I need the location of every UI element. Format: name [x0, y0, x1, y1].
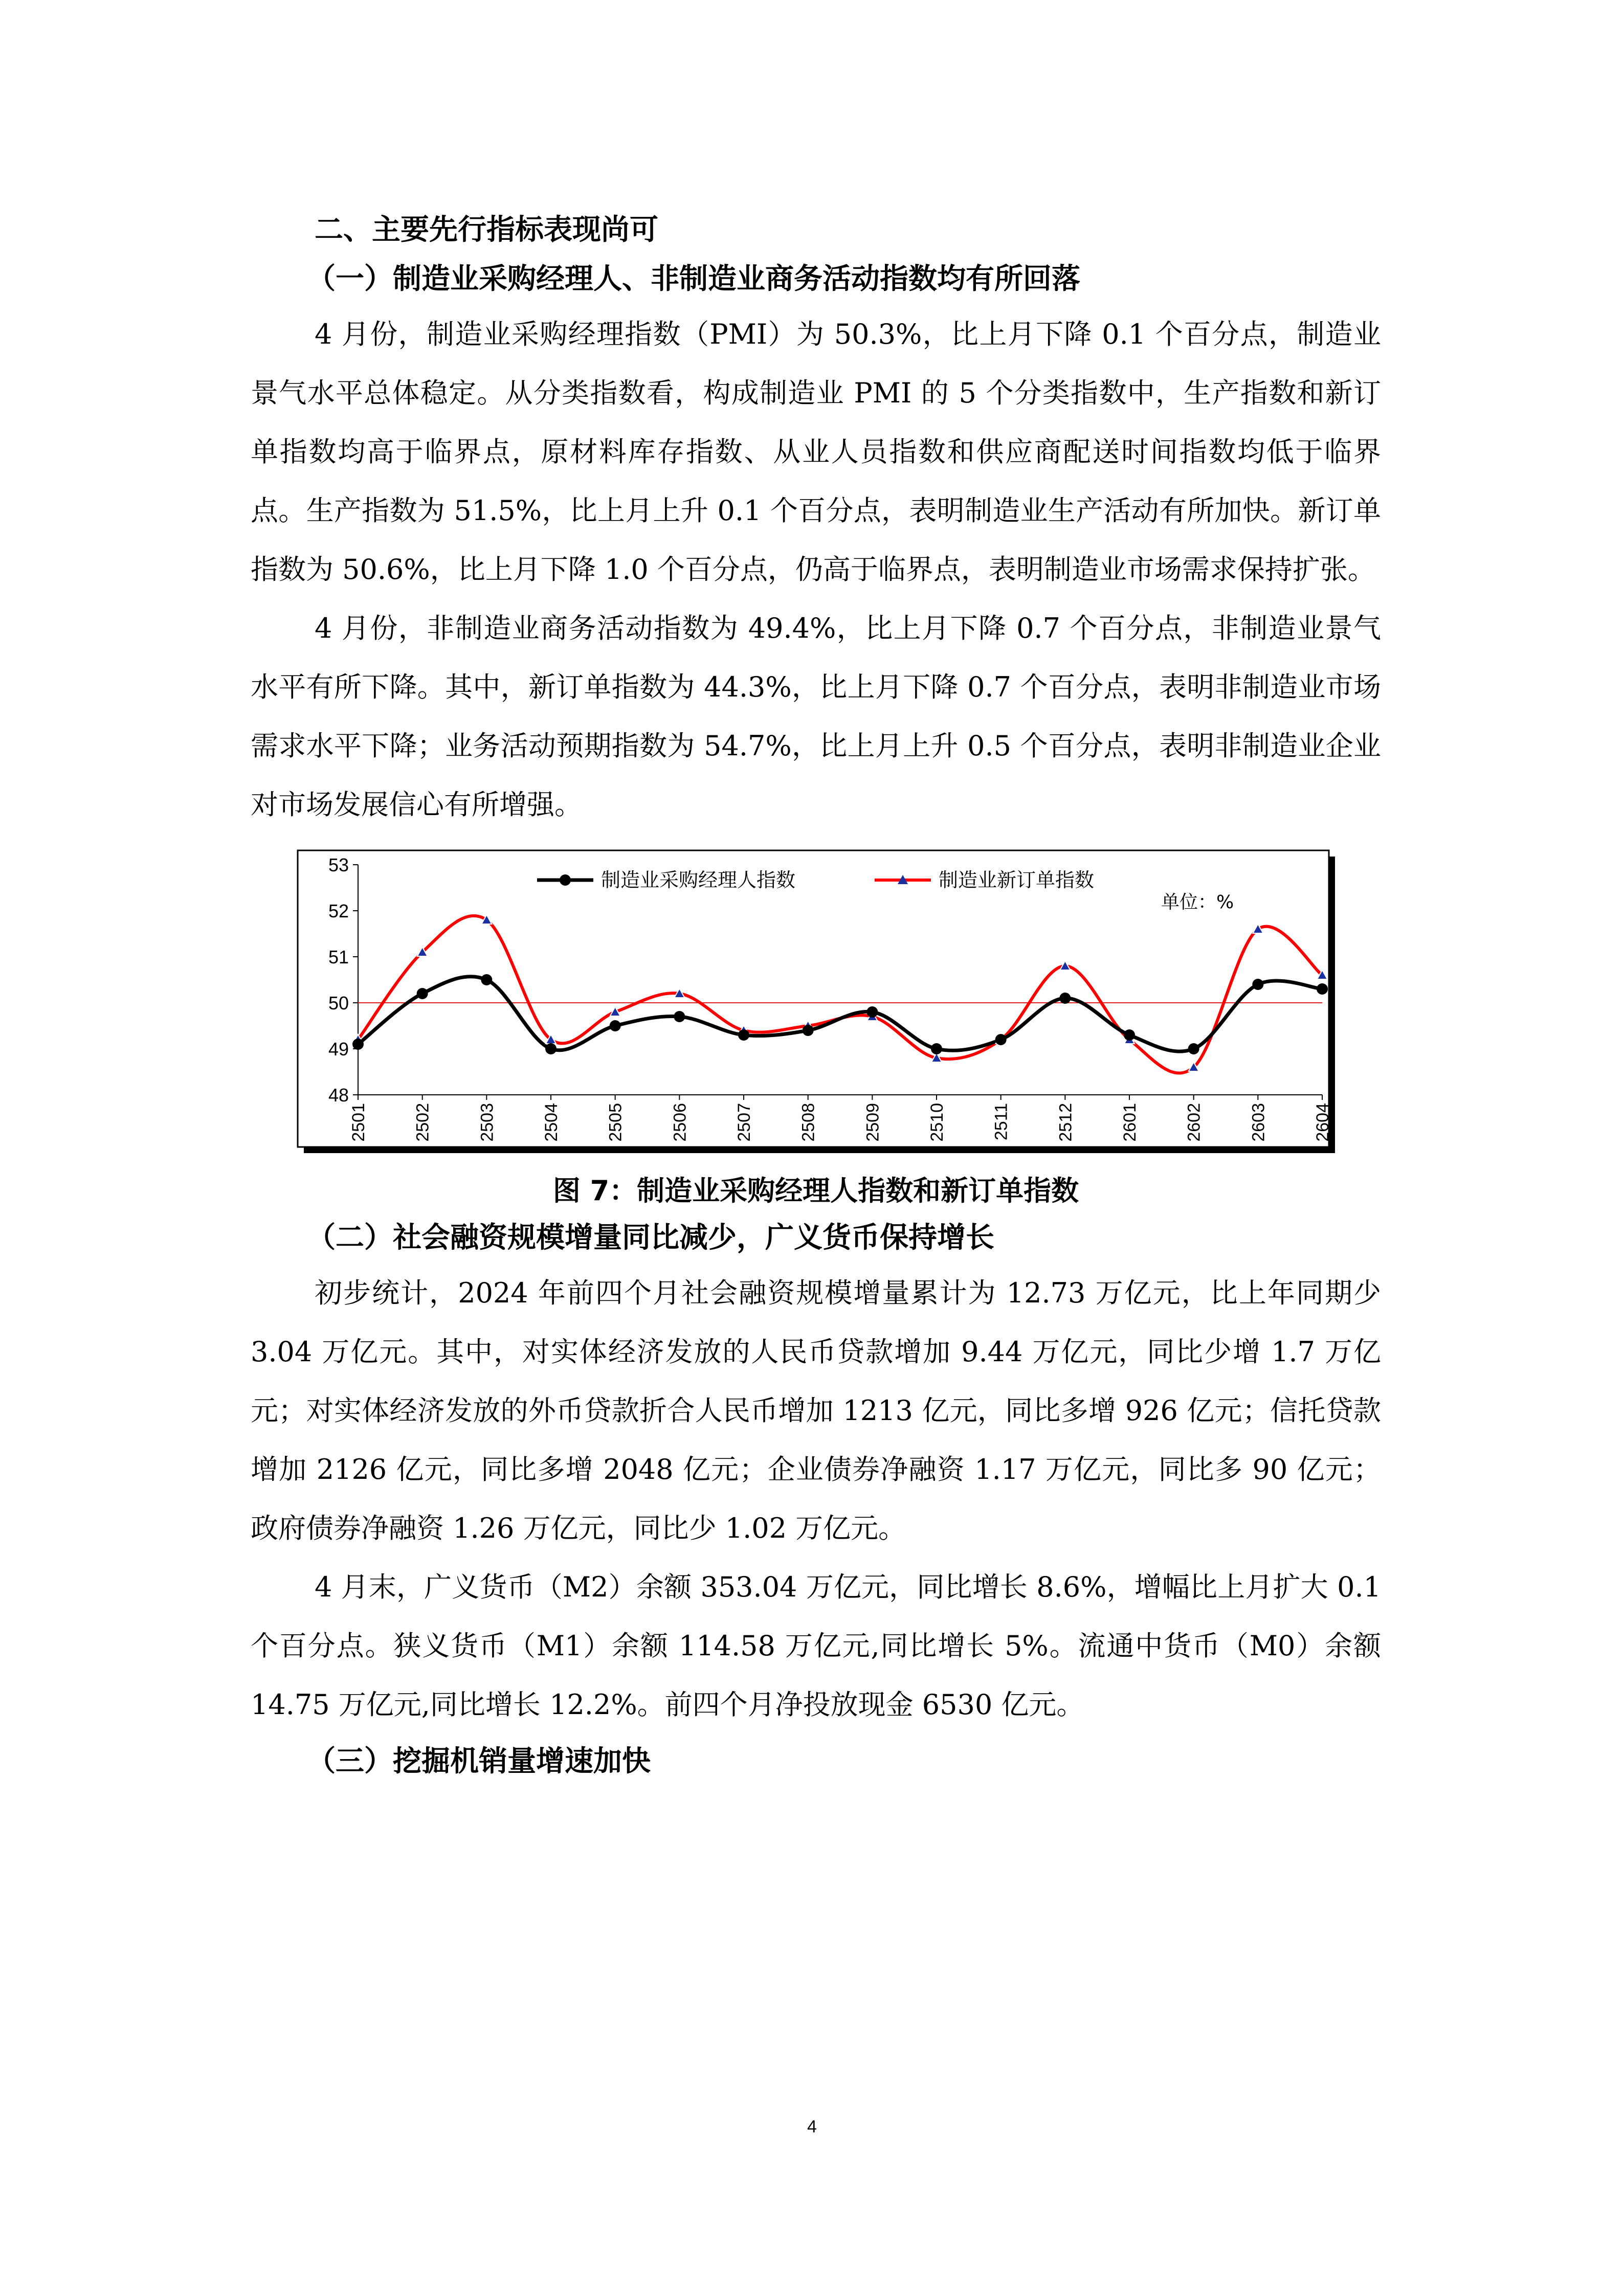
pmi-chart	[297, 849, 1338, 1156]
pmi-point	[1124, 1029, 1135, 1041]
page-content	[251, 205, 1381, 1787]
unit-label: 单位：%	[1161, 892, 1234, 913]
pmi-point	[610, 1020, 621, 1031]
y-tick-label: 52	[328, 901, 349, 921]
legend-label-pmi: 制造业采购经理人指数	[601, 869, 796, 891]
x-tick-label: 2501	[349, 1103, 368, 1142]
pmi-point	[738, 1029, 749, 1041]
x-tick-label: 2604	[1313, 1103, 1332, 1142]
x-tick-label: 2506	[670, 1103, 690, 1142]
legend-label-new-orders: 制造业新订单指数	[939, 869, 1095, 891]
x-tick-label: 2508	[798, 1103, 818, 1142]
page-number: 4	[807, 2117, 817, 2136]
x-tick-label: 2507	[735, 1103, 754, 1142]
x-tick-label: 2505	[606, 1103, 626, 1142]
pmi-point	[803, 1025, 814, 1036]
subsection-1-title: （一）制造业采购经理人、非制造业商务活动指数均有所回落	[307, 262, 1080, 296]
pmi-point	[1059, 993, 1071, 1004]
x-tick-label: 2503	[477, 1103, 497, 1142]
paragraph-social-financing: 初步统计，2024 年前四个月社会融资规模增量累计为 12.73 万亿元，比上年同期少 3.04 万亿元。其中，对实体经济发放的人民币贷款增加 9.44 万亿元，同比少增 1.7 万亿元；对实体经济发放的外币贷款折合人民币增加 1213 亿元，同比多增 926 亿元；信托贷款增加 2126 亿元，同比多增 2048 亿元；企业债券净融资 1.17 万亿元，同比多 90 亿元；政府债券净融资 1.26 万亿元，同比少 1.02 万亿元。	[251, 1277, 1381, 1544]
pmi-point	[1252, 979, 1263, 990]
y-tick-label: 49	[328, 1039, 349, 1060]
legend-marker-pmi	[560, 874, 571, 886]
x-tick-label: 2603	[1249, 1103, 1269, 1142]
chart-caption: 图 7：制造业采购经理人指数和新订单指数	[552, 1175, 1079, 1207]
pmi-point	[995, 1034, 1007, 1045]
subsection-2-title: （二）社会融资规模增量同比减少，广义货币保持增长	[307, 1221, 994, 1254]
pmi-point	[674, 1011, 685, 1022]
x-tick-label: 2512	[1056, 1103, 1076, 1142]
x-tick-label: 2601	[1120, 1103, 1140, 1142]
paragraph-nonmanufacturing: 4 月份，非制造业商务活动指数为 49.4%，比上月下降 0.7 个百分点，非制造业景气水平有所下降。其中，新订单指数为 44.3%，比上月下降 0.7 个百分点，表明非制造业市场需求水平下降；业务活动预期指数为 54.7%，比上月上升 0.5 个百分点，表明非制造业企业对市场发展信心有所增强。	[251, 612, 1381, 821]
x-tick-label: 2504	[542, 1103, 561, 1142]
x-tick-label: 2509	[863, 1103, 883, 1142]
pmi-point	[481, 974, 492, 985]
x-tick-label: 2510	[927, 1103, 947, 1142]
pmi-point	[1317, 983, 1328, 995]
pmi-point	[417, 988, 428, 999]
pmi-point	[931, 1043, 942, 1054]
subsection-3-title: （三）挖掘机销量增速加快	[307, 1745, 651, 1778]
y-tick-label: 48	[328, 1085, 349, 1106]
pmi-chart-svg	[297, 849, 1338, 1156]
pmi-point	[352, 1039, 364, 1050]
paragraph-pmi: 4 月份，制造业采购经理指数（PMI）为 50.3%，比上月下降 0.1 个百分点，制造业景气水平总体稳定。从分类指数看，构成制造业 PMI 的 5 个分类指数中，生产指数和新订单指数均高于临界点，原材料库存指数、从业人员指数和供应商配送时间指数均低于临界点。生产指数为 51.5%，比上月上升 0.1 个百分点，表明制造业生产活动有所加快。新订单指数为 50.6%，比上月下降 1.0 个百分点，仍高于临界点，表明制造业市场需求保持扩张。	[251, 318, 1381, 586]
pmi-point	[866, 1006, 878, 1018]
paragraph-money-supply: 4 月末，广义货币（M2）余额 353.04 万亿元，同比增长 8.6%，增幅比上月扩大 0.1 个百分点。狭义货币（M1）余额 114.58 万亿元,同比增长 5%。流通中货币（M0）余额 14.75 万亿元,同比增长 12.2%。前四个月净投放现金 6530 亿元。	[251, 1571, 1381, 1721]
y-tick-label: 53	[328, 854, 349, 875]
pmi-point	[545, 1043, 557, 1054]
x-tick-label: 2602	[1184, 1103, 1204, 1142]
pmi-point	[1188, 1043, 1199, 1054]
x-tick-label: 2502	[413, 1103, 433, 1142]
x-tick-label: 2511	[991, 1103, 1011, 1141]
section-title: 二、主要先行指标表现尚可	[315, 213, 658, 246]
y-tick-label: 51	[328, 947, 349, 967]
y-tick-label: 50	[328, 993, 349, 1014]
